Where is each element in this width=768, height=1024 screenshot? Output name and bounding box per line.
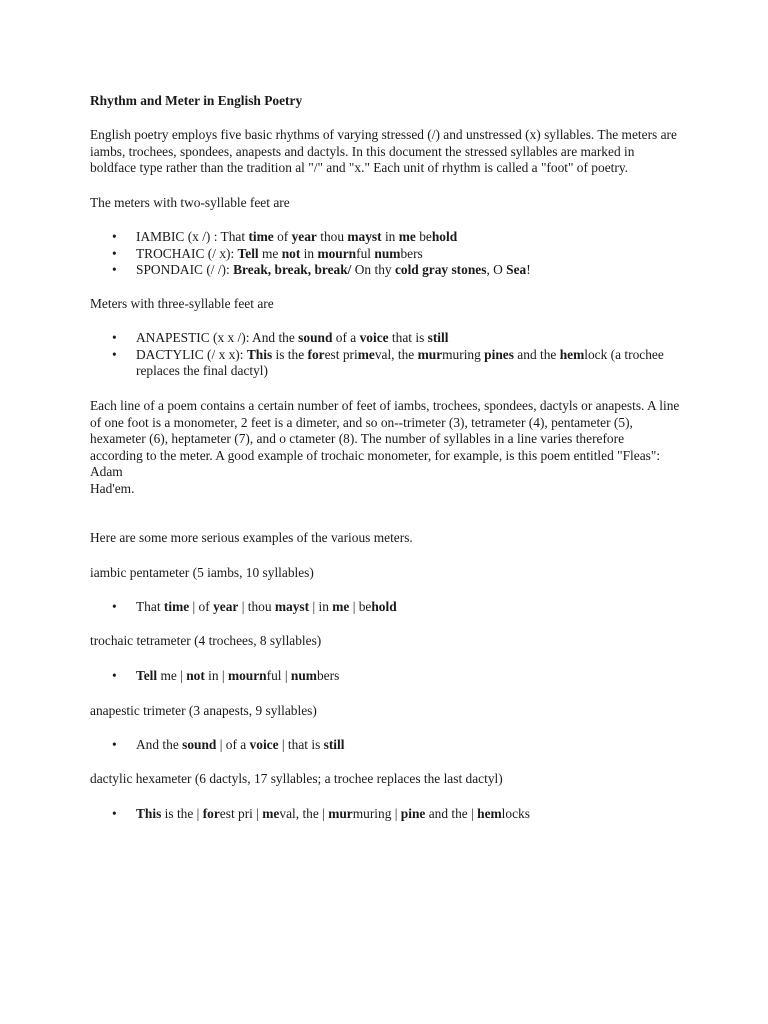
anapestic-trimeter-heading: anapestic trimeter (3 anapests, 9 syllables) [90, 703, 317, 718]
three-syllable-list [90, 330, 680, 380]
stressed-syllable: mourn [317, 245, 357, 261]
stressed-syllable: Break, break, break/ [233, 262, 352, 278]
intro-paragraph: English poetry employs five basic rhythms of varying stressed (/) and unstressed (x) syllables. The meters are iambs, trochees, spondees, anapests and dactyls. In this document the stressed syllables are marked in boldface type rather than the tradition al "/" and "x." Each unit of rhythm is called a "foot" of poetry. [90, 127, 677, 176]
stressed-syllable: mur [328, 806, 353, 821]
stressed-syllable: me [398, 229, 416, 244]
stressed-syllable: num [374, 245, 401, 261]
stressed-syllable: still [427, 330, 449, 345]
stressed-syllable: Tell [237, 245, 259, 261]
anapestic-example-list [90, 737, 680, 754]
dactylic-hexameter-heading: dactylic hexameter (6 dactyls, 17 syllables; a trochee replaces the last dactyl) [90, 771, 503, 786]
iambic-example: • That time | of year | thou mayst | in me | behold [90, 599, 680, 616]
dactylic-example: • This is the | forest pri | meval, the | murmuring | pine and the | hemlocks [90, 806, 680, 823]
stressed-syllable: time [248, 229, 274, 244]
two-syllable-heading: The meters with two-syllable feet are [90, 195, 290, 210]
stressed-syllable: me [262, 806, 280, 821]
list-item-spondaic: • SPONDAIC (/ /): Break, break, break/ On thy cold gray stones, O Sea! [90, 262, 680, 279]
list-item-iambic: • IAMBIC (x /) : That time of year thou mayst in me behold [90, 229, 680, 246]
list-item-anapestic: • ANAPESTIC (x x /): And the sound of a voice that is still [90, 330, 680, 347]
stressed-syllable: mur [417, 346, 443, 362]
stressed-syllable: year [291, 229, 317, 244]
stressed-syllable: hold [431, 229, 458, 244]
line-length-paragraph: Each line of a poem contains a certain number of feet of iambs, trochees, spondees, dactyls or anapests. A line of one foot is a monometer, 2 feet is a dimeter, and so on--trimeter (3), tetrameter (4), pentameter (5), hexameter (6), heptameter (7), and o ctameter (8). The number of syllables in a line varies therefore according to the meter. A good example of trochaic monometer, for example, is this poem entitled "Fleas": [90, 398, 680, 463]
iambic-pentameter-heading: iambic pentameter (5 iambs, 10 syllables) [90, 565, 314, 580]
three-syllable-heading: Meters with three-syllable feet are [90, 296, 274, 311]
poem-line-2: Had'em. [90, 480, 135, 496]
two-syllable-list [90, 229, 680, 279]
stressed-syllable: This [246, 346, 273, 362]
trochaic-example-list [90, 668, 680, 685]
stressed-syllable: still [323, 737, 345, 752]
stressed-syllable: Tell [136, 668, 158, 683]
stressed-syllable: hold [371, 599, 397, 614]
stressed-syllable: pines [484, 346, 514, 362]
stressed-syllable: year [213, 599, 239, 614]
list-item-dactylic: • DACTYLIC (/ x x): This is the forest primeval, the murmuring pines and the hemlock (a trochee replaces the final dactyl) [90, 347, 680, 380]
stressed-syllable: not [281, 245, 301, 261]
stressed-syllable: hem [477, 806, 502, 821]
document-title: Rhythm and Meter in English Poetry [90, 93, 303, 108]
stressed-syllable: num [290, 668, 317, 683]
stressed-syllable: for [202, 806, 220, 821]
dactylic-example-list [90, 806, 680, 823]
stressed-syllable: for [307, 346, 325, 362]
line-length-block [90, 398, 680, 498]
stressed-syllable: sound [182, 737, 217, 752]
stressed-syllable: time [163, 599, 190, 614]
anapestic-example: • And the sound | of a voice | that is still [90, 737, 680, 754]
stressed-syllable: not [186, 668, 205, 683]
stressed-syllable: voice [249, 737, 279, 752]
list-item-trochaic: • TROCHAIC (/ x): Tell me not in mournful numbers [90, 246, 680, 263]
stressed-syllable: me [332, 599, 350, 614]
stressed-syllable: sound [298, 330, 333, 345]
stressed-syllable: mayst [347, 229, 382, 244]
serious-examples-heading: Here are some more serious examples of the various meters. [90, 530, 413, 545]
trochaic-example: • Tell me | not in | mournful | numbers [90, 668, 680, 685]
iambic-example-list [90, 599, 680, 616]
stressed-syllable: pine [400, 806, 426, 821]
stressed-syllable: This [136, 806, 162, 821]
poem-line-1: Adam [90, 464, 123, 480]
stressed-syllable: cold gray stones [394, 262, 487, 278]
stressed-syllable: hem [559, 346, 585, 362]
stressed-syllable: mayst [274, 599, 310, 614]
stressed-syllable: voice [359, 330, 389, 345]
stressed-syllable: mourn [227, 668, 267, 683]
stressed-syllable: Sea [506, 262, 527, 278]
trochaic-tetrameter-heading: trochaic tetrameter (4 trochees, 8 syllables) [90, 633, 322, 648]
stressed-syllable: me [357, 346, 375, 362]
